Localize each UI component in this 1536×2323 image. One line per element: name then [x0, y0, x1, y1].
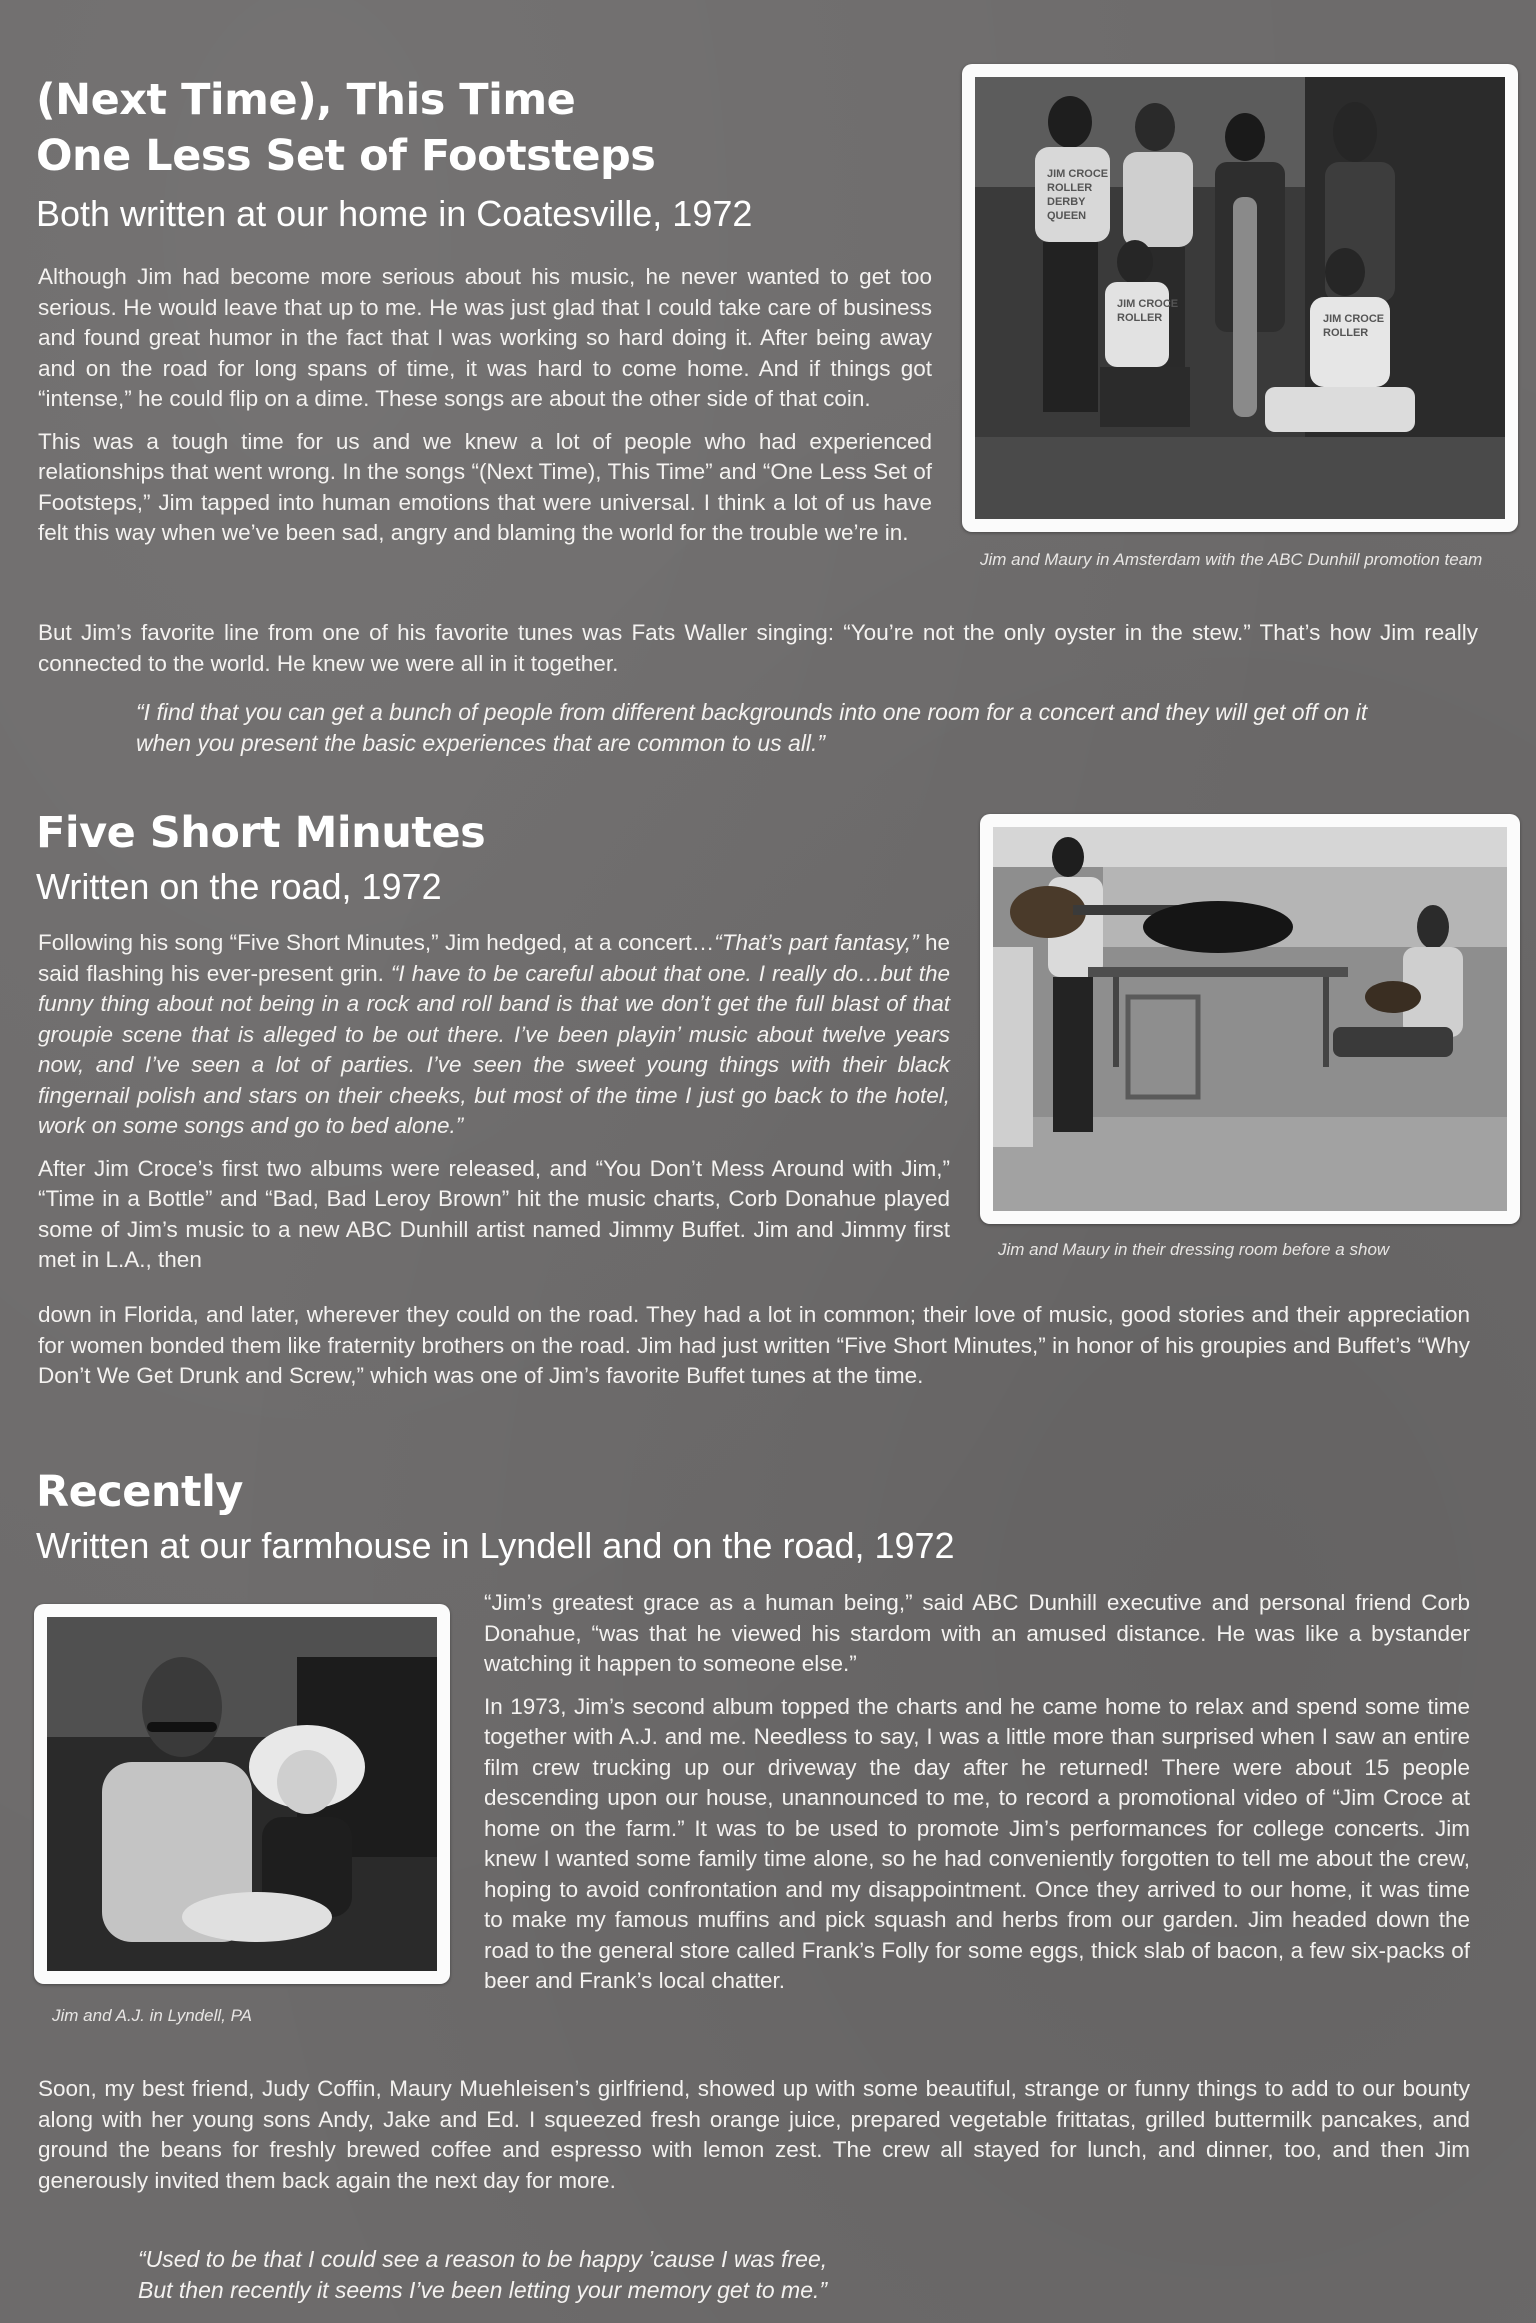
- shirt-text-5: JIM CROCE: [1117, 298, 1179, 310]
- section-3-paragraph-3: Soon, my best friend, Judy Coffin, Maury Muehleisen’s girlfriend, showed up with some beautiful, strange or funny things to add to our bounty along with her young sons Andy, Jake and Ed. I squeezed fresh orange juice, prepared vegetable frittatas, grilled buttermilk pancakes, and ground the beans for freshly brewed coffee and espresso with lemon zest. The crew all stayed for lunch, and dinner, too, and then Jim generously invited them back again the next day for more.: [38, 2076, 1470, 2193]
- photo-amsterdam-image: [975, 77, 1505, 519]
- section-2-subtitle: Written on the road, 1972: [36, 866, 442, 907]
- shirt-text-4: QUEEN: [1047, 210, 1087, 222]
- section-2-body-bottom: [38, 1300, 1470, 1392]
- section-3-paragraph-1: “Jim’s greatest grace as a human being,” said ABC Dunhill executive and personal friend Corb Donahue, “was that he viewed his stardom with an amused distance. He was like a bystander watching it happen to someone else.”: [484, 1590, 1470, 1676]
- photo-dressing-room-image: [993, 827, 1507, 1211]
- section-1-heading: [36, 72, 936, 236]
- section-1-paragraph-2: This was a tough time for us and we knew a lot of people who had experienced relationships that went wrong. In the songs “(Next Time), This Time” and “One Less Set of Footsteps,” Jim tapped into human emotions that were universal. I think a lot of us have felt this way when we’ve been sad, angry and blaming the world for the trouble we’re in.: [38, 428, 932, 545]
- section-3-paragraph-2: In 1973, Jim’s second album topped the charts and he came home to relax and spend some time together with A.J. and me. Needless to say, I was a little more than surprised when I saw an entire film crew trucking up our driveway the day after he returned! There were about 15 people descending upon our house, unannounced to me, to record a promotional video of “Jim Croce at home on the farm.” It was to be used to promote Jim’s performances for college concerts. Jim knew I wanted some family time alone, so he had conveniently forgotten to tell me about the crew, hoping to avoid confrontation and my disappointment. Once they arrived to our home, it was time to make my famous muffins and pick squash and herbs from our garden. Jim headed down the road to the general store called Frank’s Folly for some eggs, thick slab of bacon, a few six-packs of beer and Frank’s local chatter.: [484, 1693, 1470, 1993]
- caption-amsterdam: Jim and Maury in Amsterdam with the ABC Dunhill promotion team: [980, 550, 1483, 569]
- shirt-text-2: ROLLER: [1047, 182, 1093, 194]
- section-3-subtitle: Written at our farmhouse in Lyndell and on the road, 1972: [36, 1525, 955, 1566]
- section-1-body-top: [38, 262, 932, 549]
- section-1-subtitle: Both written at our home in Coatesville, 1972: [36, 193, 753, 234]
- section-2-paragraph-1-c: he said flashing his ever-present grin.: [38, 930, 951, 986]
- section-1-quote: [136, 697, 1386, 759]
- section-3-heading: [36, 1464, 1236, 1568]
- shirt-text-8: ROLLER: [1323, 327, 1369, 339]
- section-2-paragraph-1-d: “I have to be careful about that one. I really do…but the funny thing about not being in a rock and roll band is that we don’t get the full blast of that groupie scene that is alleged to be out there. I’ve been playin’ music about twelve years now, and I’ve seen a lot of parties. I’ve seen the sweet young things with their black fingernail polish and stars on their cheeks, but most of the time I just go back to the hotel, work on some songs and go to bed alone.”: [38, 960, 950, 1138]
- caption-dressing-room: Jim and Maury in their dressing room before a show: [998, 1240, 1390, 1259]
- section-2-paragraph-3: down in Florida, and later, wherever they could on the road. They had a lot in common; their love of music, good stories and their appreciation for women bonded them like fraternity brothers on the road. Jim had just written “Five Short Minutes,” in honor of his groupies and Buffet’s “Why Don’t We Get Drunk and Screw,” which was one of Jim’s favorite Buffet tunes at the time.: [38, 1302, 1470, 1388]
- section-2-heading: [36, 805, 936, 909]
- caption-lyndell: Jim and A.J. in Lyndell, PA: [52, 2006, 253, 2025]
- section-1-quote-text: “I find that you can get a bunch of people from different backgrounds into one room for a concert and they will get off on it when you present the basic experiences that are common to us all.”: [136, 699, 1368, 756]
- section-2-paragraph-1-b: “That’s part fantasy,”: [714, 930, 919, 955]
- section-2-paragraph-1-a: Following his song “Five Short Minutes,” Jim hedged, at a concert…: [38, 930, 715, 955]
- section-1-paragraph-3: But Jim’s favorite line from one of his favorite tunes was Fats Waller singing: “You’re not the only oyster in the stew.” That’s how Jim really connected to the world. He knew we were all in it together.: [38, 620, 1478, 676]
- shirt-text-1: JIM CROCE: [1047, 168, 1109, 180]
- section-3-title: Recently: [36, 1467, 243, 1517]
- section-2-title: Five Short Minutes: [36, 808, 486, 858]
- photo-lyndell: [34, 1604, 450, 1984]
- section-3-body-bottom: [38, 2074, 1470, 2196]
- shirt-text-3: DERBY: [1047, 196, 1086, 208]
- section-1-title-line1: (Next Time), This Time: [36, 75, 576, 125]
- section-1-body-bottom: [38, 618, 1478, 679]
- section-3-body-right: [484, 1588, 1470, 1997]
- section-2-paragraph-1: [38, 928, 950, 1142]
- section-1-paragraph-1: Although Jim had become more serious about his music, he never wanted to get too serious. He would leave that up to me. He was just glad that I could take care of business and found great humor in the fact that I was working so hard doing it. After being away and on the road for long spans of time, it was hard to come home. And if things got “intense,” he could flip on a dime. These songs are about the other side of that coin.: [38, 264, 932, 411]
- photo-dressing-room: [980, 814, 1520, 1224]
- photo-amsterdam: [962, 64, 1518, 532]
- shirt-text-6: ROLLER: [1117, 312, 1163, 324]
- section-1-title-line2: One Less Set of Footsteps: [36, 131, 656, 181]
- section-2-paragraph-2: After Jim Croce’s first two albums were released, and “You Don’t Mess Around with Jim,” “Time in a Bottle” and “Bad, Bad Leroy Brown” hit the music charts, Corb Donahue played some of Jim’s music to a new ABC Dunhill artist named Jimmy Buffet. Jim and Jimmy first met in L.A., then: [38, 1155, 950, 1272]
- section-2-body-top: [38, 928, 950, 1276]
- section-3-quote: [138, 2244, 1388, 2306]
- shirt-text-7: JIM CROCE: [1323, 313, 1385, 325]
- section-3-quote-line2: But then recently it seems I’ve been letting your memory get to me.”: [138, 2277, 828, 2303]
- section-3-quote-line1: “Used to be that I could see a reason to be happy ’cause I was free,: [138, 2246, 828, 2272]
- photo-lyndell-image: [47, 1617, 437, 1971]
